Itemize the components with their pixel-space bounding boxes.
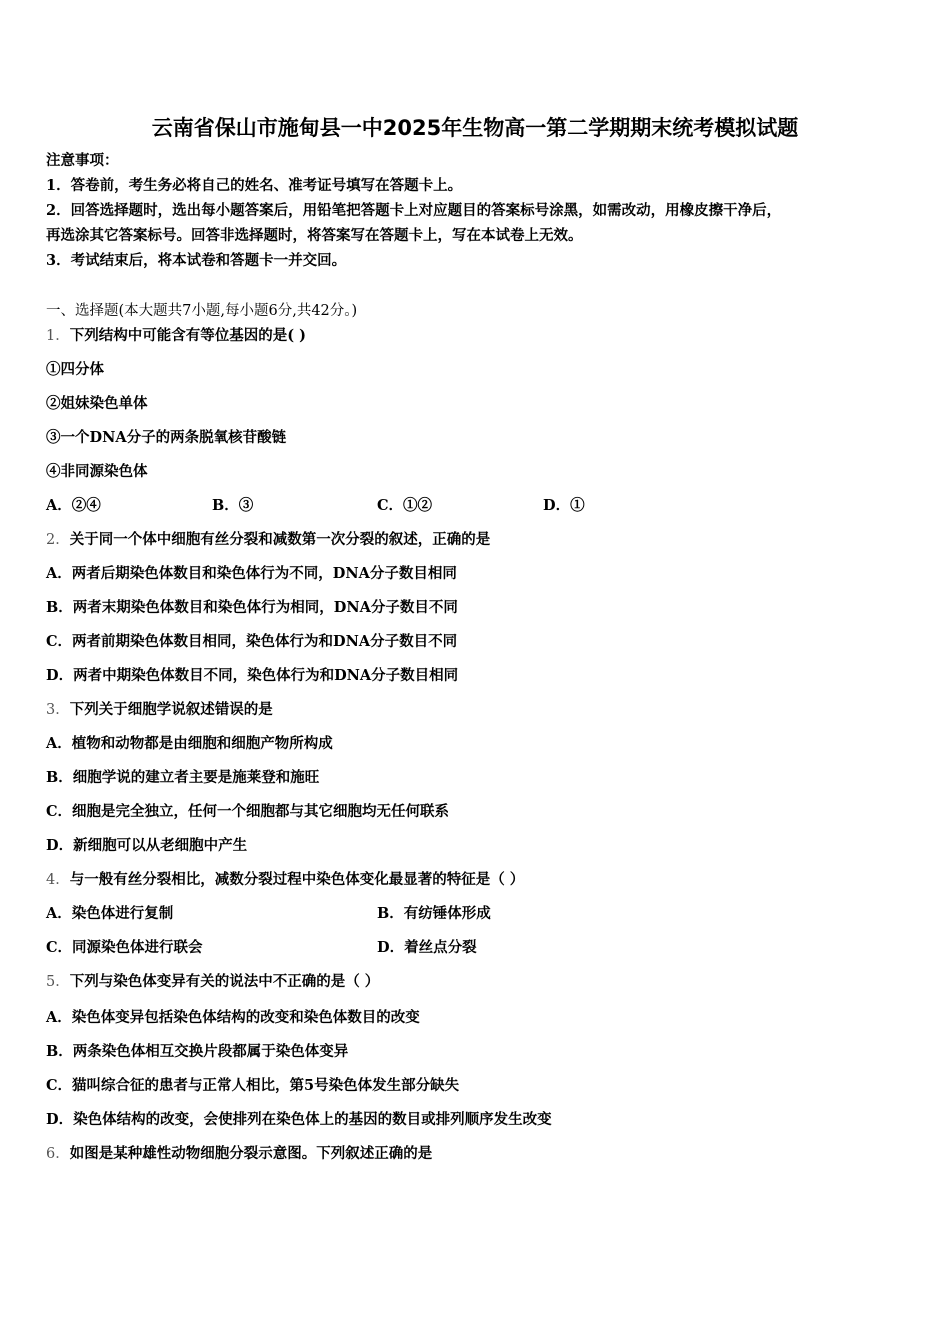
q1-option-c: C．①② [377,497,433,514]
q4-option-c: C．同源染色体进行联会 [46,939,203,956]
q4-option-d: D．着丝点分裂 [377,939,477,956]
q1-item-4: ④非同源染色体 [46,463,148,480]
q2-option-a: A．两者后期染色体数目和染色体行为不同，DNA分子数目相同 [46,565,457,582]
question-number: 4． [46,872,70,888]
notice-item-2: 2．回答选择题时，选出每小题答案后，用铅笔把答题卡上对应题目的答案标号涂黑，如需改动，用橡皮擦干净后， [46,202,782,219]
question-number: 2． [46,532,70,548]
q1-item-2: ②姐妹染色单体 [46,395,148,412]
notice-item-3: 3．考试结束后，将本试卷和答题卡一并交回。 [46,252,347,269]
question-1 [46,326,306,346]
question-stem: 下列关于细胞学说叙述错误的是 [69,701,273,718]
question-stem: 下列与染色体变异有关的说法中不正确的是（ ） [69,973,380,990]
notice-item-2-cont: 再选涂其它答案标号。回答非选择题时，将答案写在答题卡上，写在本试卷上无效。 [46,227,583,244]
question-number: 3． [46,702,70,718]
question-5 [46,972,379,992]
question-stem: 关于同一个体中细胞有丝分裂和减数第一次分裂的叙述，正确的是 [69,531,491,548]
q3-option-d: D．新细胞可以从老细胞中产生 [46,837,248,854]
question-4 [46,870,524,890]
q5-option-c: C．猫叫综合征的患者与正常人相比，第5号染色体发生部分缺失 [46,1077,460,1094]
q1-item-3: ③一个DNA分子的两条脱氧核苷酸链 [46,429,287,446]
question-stem: 下列结构中可能含有等位基因的是( ) [69,327,307,344]
notice-heading: 注意事项： [46,152,119,169]
question-2 [46,530,490,550]
section-heading: 一、选择题(本大题共7小题,每小题6分,共42分。) [46,303,358,319]
question-stem: 与一般有丝分裂相比，减数分裂过程中染色体变化最显著的特征是（ ） [69,871,525,888]
q1-option-d: D．① [543,497,585,514]
q5-option-a: A．染色体变异包括染色体结构的改变和染色体数目的改变 [46,1009,420,1026]
page-title: 云南省保山市施甸县一中2025年生物高一第二学期期末统考模拟试题 [151,116,799,140]
q1-option-a: A．②④ [46,497,101,514]
notice-item-1: 1．答卷前，考生务必将自己的姓名、准考证号填写在答题卡上。 [46,177,463,194]
question-3 [46,700,273,720]
q2-option-c: C．两者前期染色体数目相同，染色体行为和DNA分子数目不同 [46,633,458,650]
q4-option-b: B．有纺锤体形成 [377,905,491,922]
question-stem: 如图是某种雄性动物细胞分裂示意图。下列叙述正确的是 [69,1145,433,1162]
question-6 [46,1144,432,1164]
q4-option-a: A．染色体进行复制 [46,905,174,922]
q1-item-1: ①四分体 [46,361,104,378]
q1-option-b: B．③ [212,497,254,514]
question-number: 6． [46,1146,70,1162]
question-number: 5． [46,974,70,990]
q3-option-b: B．细胞学说的建立者主要是施莱登和施旺 [46,769,320,786]
q5-option-d: D．染色体结构的改变，会使排列在染色体上的基因的数目或排列顺序发生改变 [46,1111,552,1128]
q2-option-d: D．两者中期染色体数目不同，染色体行为和DNA分子数目相同 [46,667,459,684]
q5-option-b: B．两条染色体相互交换片段都属于染色体变异 [46,1043,349,1060]
q2-option-b: B．两者末期染色体数目和染色体行为相同，DNA分子数目不同 [46,599,458,616]
question-number: 1． [46,328,70,344]
q3-option-a: A．植物和动物都是由细胞和细胞产物所构成 [46,735,333,752]
q3-option-c: C．细胞是完全独立，任何一个细胞都与其它细胞均无任何联系 [46,803,450,820]
